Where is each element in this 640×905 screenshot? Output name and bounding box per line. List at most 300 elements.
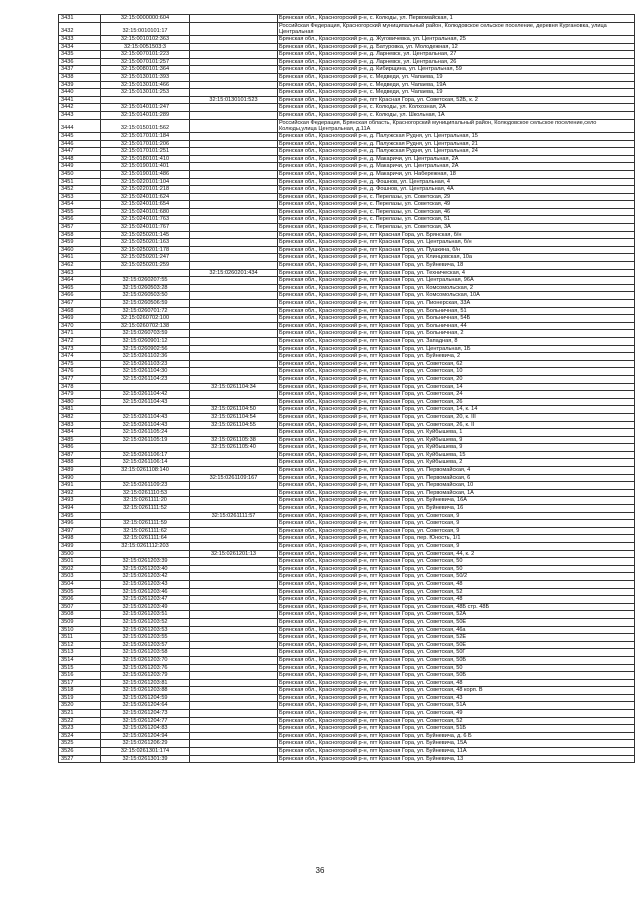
cadastral-number: 32:15:0261204:64 (122, 702, 168, 709)
table-row (59, 451, 635, 459)
row-number-cell (59, 81, 101, 89)
cadastral-number-secondary-cell (190, 36, 278, 44)
cadastral-number-cell (101, 155, 190, 163)
row-number-cell (59, 284, 101, 292)
row-number-cell (59, 626, 101, 634)
row-number: 3511 (61, 634, 74, 641)
address: Брянская обл., Красногорский р-н, с. Медведи, ул. Чапаева, 19 (279, 89, 443, 96)
row-number: 3476 (61, 368, 74, 375)
cadastral-number: 32:15:0250201:259 (120, 262, 170, 269)
address: Брянская обл., Красногорский р-н, пгт Красная Гора, ул. Буйневича, 16А (279, 497, 467, 504)
cadastral-number: 32:15:0261104:43 (122, 398, 168, 405)
cadastral-number-secondary-cell (190, 527, 278, 535)
address: Брянская обл., Красногорский р-н, д. Батуровка, ул. Молодежная, 12 (279, 43, 458, 50)
table-row (59, 429, 635, 437)
row-number: 3438 (61, 73, 74, 80)
row-number-cell (59, 368, 101, 376)
row-number-cell (59, 201, 101, 209)
address: Брянская обл., Красногорский р-н, пгт Красная Гора, ул. Советская, 20 (279, 375, 463, 382)
cadastral-number-secondary-cell (190, 732, 278, 740)
address-cell (278, 451, 635, 459)
row-number-cell (59, 679, 101, 687)
cadastral-number-secondary-cell (190, 383, 278, 391)
address: Брянская обл., Красногорский р-н, пгт Красная Гора, ул. Первомайская, 10 (279, 482, 474, 489)
table-row (59, 224, 635, 232)
address-cell (278, 664, 635, 672)
cadastral-number: 32:15:0150101:562 (120, 125, 170, 132)
address-cell (278, 170, 635, 178)
address: Брянская обл., Красногорский р-н, с. Перелазы, ул. Советская, 3А (279, 224, 451, 231)
address-cell (278, 224, 635, 232)
table-row (59, 58, 635, 66)
cadastral-number-cell (101, 626, 190, 634)
address-cell (278, 558, 635, 566)
row-number-cell (59, 193, 101, 201)
row-number: 3514 (61, 656, 74, 663)
row-number-cell (59, 413, 101, 421)
cadastral-number-secondary-cell (190, 66, 278, 74)
address-cell (278, 702, 635, 710)
row-number-cell (59, 178, 101, 186)
cadastral-number-secondary-cell (190, 140, 278, 148)
table-row (59, 208, 635, 216)
row-number-cell (59, 254, 101, 262)
cadastral-number: 32:15:0010101:17 (122, 28, 168, 35)
row-number-cell (59, 406, 101, 414)
row-number-cell (59, 104, 101, 112)
address: Брянская обл., Красногорский р-н, пгт Красная Гора, ул. Первомайская, 6 (279, 474, 471, 481)
cadastral-number-secondary: 32:15:0130101:523 (209, 96, 258, 103)
cadastral-number-cell (101, 421, 190, 429)
row-number-cell (59, 482, 101, 490)
cadastral-number-secondary-cell (190, 43, 278, 51)
table-row (59, 565, 635, 573)
address-cell (278, 360, 635, 368)
table-row (59, 755, 635, 763)
table-row (59, 687, 635, 695)
cadastral-number-cell (101, 649, 190, 657)
cadastral-number-secondary-cell (190, 216, 278, 224)
cadastral-number: 32:15:0260703:59 (122, 330, 168, 337)
row-number: 3521 (61, 710, 74, 717)
address: Брянская обл., Красногорский р-н, пгт Красная Гора, ул. Советская, 48Б стр. 48Б (279, 603, 490, 610)
table-row (59, 15, 635, 23)
cadastral-number-cell (101, 611, 190, 619)
address-cell (278, 186, 635, 194)
address: Брянская обл., Красногорский р-н, пгт Красная Гора, ул. Советская, 9 (279, 520, 460, 527)
cadastral-number-cell (101, 580, 190, 588)
address-cell (278, 96, 635, 104)
cadastral-number-cell (101, 755, 190, 763)
address-cell (278, 505, 635, 513)
cadastral-number: 32:15:0261104:43 (122, 413, 168, 420)
cadastral-number-cell (101, 58, 190, 66)
row-number: 3448 (61, 155, 74, 162)
address-cell (278, 527, 635, 535)
cadastral-number-cell (101, 717, 190, 725)
row-number: 3467 (61, 300, 74, 306)
address-cell (278, 421, 635, 429)
address: Брянская обл., Красногорский р-н, пгт Красная Гора, ул. Первомайская, 1А (279, 489, 474, 496)
cadastral-number: 32:15:0261203:52 (122, 618, 168, 625)
address: Брянская обл., Красногорский р-н, пгт Красная Гора, ул. Буйневича, 15А (279, 740, 467, 747)
address: Брянская обл., Красногорский р-н, пгт Красная Гора, ул. Советская, 52А (279, 611, 467, 618)
table-row (59, 413, 635, 421)
address: Брянская обл., Красногорский р-н, д. Ларневск, ул. Центральная, 27 (279, 51, 457, 58)
row-number-cell (59, 66, 101, 74)
cadastral-number-secondary-cell (190, 104, 278, 112)
cadastral-number-cell (101, 96, 190, 104)
row-number: 3460 (61, 246, 74, 253)
cadastral-number-cell (101, 22, 190, 35)
cadastral-number-secondary-cell (190, 155, 278, 163)
row-number: 3489 (61, 467, 74, 474)
cadastral-number-cell (101, 664, 190, 672)
cadastral-number-cell (101, 406, 190, 414)
cadastral-number-cell (101, 558, 190, 566)
table-row (59, 96, 635, 104)
row-number-cell (59, 596, 101, 604)
cadastral-number-cell (101, 186, 190, 194)
cadastral-number-secondary-cell (190, 239, 278, 247)
cadastral-number: 32:15:0261106:14 (122, 459, 168, 466)
cadastral-number-cell (101, 596, 190, 604)
cadastral-number-cell (101, 497, 190, 505)
row-number-cell (59, 170, 101, 178)
address-cell (278, 596, 635, 604)
address: Брянская обл., Красногорский р-н, д. Палужская Рудня, ул. Центральная, 15 (279, 132, 478, 139)
row-number-cell (59, 725, 101, 733)
cadastral-number-cell (101, 634, 190, 642)
cadastral-number-cell (101, 512, 190, 520)
table-row (59, 512, 635, 520)
address-cell (278, 163, 635, 171)
row-number-cell (59, 618, 101, 626)
row-number-cell (59, 239, 101, 247)
address-cell (278, 104, 635, 112)
address-cell (278, 292, 635, 300)
table-row (59, 292, 635, 300)
row-number-cell (59, 111, 101, 119)
cadastral-number-cell (101, 482, 190, 490)
cadastral-number-secondary-cell (190, 520, 278, 528)
table-row (59, 140, 635, 148)
row-number: 3433 (61, 36, 74, 42)
row-number: 3468 (61, 307, 74, 314)
cadastral-number-cell (101, 694, 190, 702)
address-cell (278, 239, 635, 247)
cadastral-number-secondary-cell (190, 573, 278, 581)
cadastral-number-cell (101, 535, 190, 543)
cadastral-number-secondary-cell (190, 345, 278, 353)
cadastral-number-secondary-cell (190, 436, 278, 444)
row-number: 3456 (61, 216, 74, 223)
table-row (59, 717, 635, 725)
cadastral-number-cell (101, 284, 190, 292)
row-number-cell (59, 353, 101, 361)
row-number: 3499 (61, 543, 74, 549)
row-number: 3508 (61, 611, 74, 618)
address: Брянская обл., Красногорский р-н, пгт Красная Гора, ул. Западная, 8 (279, 337, 458, 344)
cadastral-number-cell (101, 315, 190, 323)
cadastral-number-cell (101, 353, 190, 361)
row-number: 3458 (61, 231, 74, 238)
cadastral-number-cell (101, 119, 190, 132)
cadastral-number-secondary-cell (190, 565, 278, 573)
cadastral-number-secondary: 32:15:0261105:38 (211, 436, 256, 443)
table-row (59, 89, 635, 97)
table-row (59, 22, 635, 35)
table-row (59, 337, 635, 345)
address: Брянская обл., Красногорский р-н, пгт Красная Гора, ул. Советская, 51А (279, 702, 467, 709)
table-row (59, 193, 635, 201)
table-row (59, 482, 635, 490)
table-row (59, 315, 635, 323)
cadastral-number-cell (101, 375, 190, 383)
cadastral-number-secondary-cell (190, 375, 278, 383)
address: Брянская обл., Красногорский р-н, пгт Красная Гора, ул. Центральная, 1Б (279, 345, 471, 352)
table-row (59, 573, 635, 581)
table-row (59, 322, 635, 330)
row-number-cell (59, 702, 101, 710)
cadastral-number: 32:15:0261203:81 (122, 679, 168, 686)
table-row (59, 740, 635, 748)
table-row (59, 421, 635, 429)
address-cell (278, 345, 635, 353)
row-number-cell (59, 36, 101, 44)
row-number: 3453 (61, 193, 74, 200)
cadastral-number-cell (101, 208, 190, 216)
table-row (59, 672, 635, 680)
row-number-cell (59, 345, 101, 353)
address-cell (278, 201, 635, 209)
table-row (59, 104, 635, 112)
row-number: 3471 (61, 330, 74, 337)
address: Брянская обл., Красногорский р-н, д. Макаричи, ул. Центральная, 2А (279, 155, 459, 162)
row-number-cell (59, 96, 101, 104)
address: Брянская обл., Красногорский р-н, пгт Красная Гора, ул. Куйбышева, 15 (279, 451, 466, 458)
address: Брянская обл., Красногорский р-н, пгт Красная Гора, ул. Советская, 50 (279, 664, 463, 671)
row-number-cell (59, 535, 101, 543)
cadastral-number: 32:15:0261111:20 (123, 497, 167, 504)
cadastral-number-secondary-cell (190, 505, 278, 513)
address-cell (278, 436, 635, 444)
cadastral-number-secondary-cell (190, 119, 278, 132)
address: Брянская обл., Красногорский р-н, пгт Красная Гора, ул. Советская, 43 (279, 694, 463, 701)
row-number: 3465 (61, 284, 74, 291)
cadastral-number-cell (101, 436, 190, 444)
address-cell (278, 573, 635, 581)
row-number: 3469 (61, 315, 74, 322)
address-cell (278, 580, 635, 588)
address: Брянская обл., Красногорский р-н, д. Ларневск, ул. Центральная, 26 (279, 58, 457, 65)
row-number-cell (59, 527, 101, 535)
address: Брянская обл., Красногорский р-н, пгт Красная Гора, ул. Советская, 26 (279, 398, 463, 405)
row-number: 3447 (61, 148, 74, 155)
table-row (59, 277, 635, 285)
table-row (59, 360, 635, 368)
row-number: 3466 (61, 292, 74, 299)
cadastral-number: 32:15:0261204:77 (122, 717, 168, 724)
cadastral-number-secondary-cell (190, 231, 278, 239)
address-cell (278, 406, 635, 414)
address: Брянская обл., Красногорский р-н, пгт Красная Гора, ул. Брянская, б/н (279, 231, 462, 238)
cadastral-number-secondary-cell (190, 596, 278, 604)
cadastral-number-secondary-cell (190, 656, 278, 664)
cadastral-number-secondary-cell (190, 148, 278, 156)
cadastral-number-secondary-cell (190, 421, 278, 429)
cadastral-number: 32:15:0140101:289 (120, 111, 170, 118)
cadastral-number: 32:15:0130101:393 (120, 73, 170, 80)
table-row (59, 748, 635, 756)
table-row (59, 383, 635, 391)
table-row (59, 254, 635, 262)
cadastral-number-cell (101, 391, 190, 399)
address: Брянская обл., Красногорский р-н, пгт Красная Гора, ул. Техническая, 4 (279, 269, 465, 276)
cadastral-number-cell (101, 81, 190, 89)
address-cell (278, 208, 635, 216)
cadastral-number: 32:15:0130101:253 (120, 89, 170, 96)
cadastral-number-cell (101, 111, 190, 119)
row-number-cell (59, 163, 101, 171)
row-number-cell (59, 246, 101, 254)
address: Брянская обл., Красногорский р-н, пгт Красная Гора, ул. Советская, 24 (279, 391, 463, 398)
row-number: 3524 (61, 732, 74, 739)
address-cell (278, 520, 635, 528)
cadastral-number-secondary-cell (190, 580, 278, 588)
address: Брянская обл., Красногорский р-н, с. Перелазы, ул. Советская, 46 (279, 208, 451, 215)
table-row (59, 505, 635, 513)
address-cell (278, 22, 635, 35)
cadastral-number: 32:15:0261203:49 (122, 603, 168, 610)
cadastral-number-secondary-cell (190, 337, 278, 345)
address: Брянская обл., Красногорский р-н, пгт Красная Гора, ул. Советская, 46а (279, 626, 466, 633)
row-number-cell (59, 687, 101, 695)
row-number: 3477 (61, 375, 74, 382)
cadastral-number-secondary-cell (190, 89, 278, 97)
address: Брянская обл., Красногорский р-н, пгт Красная Гора, ул. Советская, 20, к. III (279, 413, 476, 420)
cadastral-number-cell (101, 262, 190, 270)
cadastral-number: 32:15:0140101:247 (120, 104, 170, 111)
row-number-cell (59, 262, 101, 270)
row-number-cell (59, 573, 101, 581)
address: Брянская обл., Красногорский р-н, д. Кибирщина, ул. Центральная, 59 (279, 66, 462, 73)
address-cell (278, 429, 635, 437)
row-number: 3497 (61, 527, 74, 534)
table-row (59, 725, 635, 733)
cadastral-number-cell (101, 163, 190, 171)
address: Брянская обл., Красногорский р-н, с. Колюды, ул. Первомайская, 1 (279, 15, 453, 21)
table-row (59, 269, 635, 277)
row-number: 3443 (61, 111, 74, 118)
address-cell (278, 755, 635, 763)
row-number-cell (59, 148, 101, 156)
row-number: 3519 (61, 694, 74, 701)
address: Брянская обл., Красногорский р-н, пгт Красная Гора, ул. Первомайская, 4 (279, 467, 471, 474)
address: Брянская обл., Красногорский р-н, пгт Красная Гора, ул. Советская, 49 (279, 710, 463, 717)
row-number-cell (59, 436, 101, 444)
address: Брянская обл., Красногорский р-н, пгт Красная Гора, ул. Советская, 62 (279, 360, 463, 367)
address-cell (278, 315, 635, 323)
row-number-cell (59, 429, 101, 437)
table-row (59, 467, 635, 475)
address: Брянская обл., Красногорский р-н, пгт Красная Гора, ул. Советская, 52 (279, 717, 463, 724)
cadastral-number-secondary-cell (190, 201, 278, 209)
cadastral-number-secondary-cell (190, 262, 278, 270)
cadastral-number-cell (101, 618, 190, 626)
address-cell (278, 694, 635, 702)
cadastral-number-secondary-cell (190, 748, 278, 756)
cadastral-number-cell (101, 148, 190, 156)
address: Брянская обл., Красногорский р-н, пгт Красная Гора, ул. Больничная, 44 (279, 322, 467, 329)
cadastral-number-secondary-cell (190, 588, 278, 596)
cadastral-number-cell (101, 36, 190, 44)
address-cell (278, 140, 635, 148)
address: Брянская обл., Красногорский р-н, пгт Красная Гора, ул. Буйневича, 13 (279, 755, 464, 762)
row-number-cell (59, 459, 101, 467)
table-row (59, 353, 635, 361)
cadastral-number: 32:15:0261204:73 (122, 710, 168, 717)
cadastral-number-cell (101, 73, 190, 81)
address: Брянская обл., Красногорский р-н, пгт Красная Гора, ул. Куйбышева, 1 (279, 429, 463, 436)
cadastral-number-secondary-cell (190, 413, 278, 421)
cadastral-number-secondary-cell (190, 360, 278, 368)
cadastral-number-secondary-cell (190, 535, 278, 543)
cadastral-number-cell (101, 543, 190, 551)
address-cell (278, 246, 635, 254)
cadastral-number-cell (101, 330, 190, 338)
cadastral-number-cell (101, 104, 190, 112)
cadastral-number: 32:15:0261301:39 (122, 755, 168, 762)
cadastral-number: 32:15:0261203:57 (122, 641, 168, 648)
address: Брянская обл., Красногорский р-н, пгт Красная Гора, ул. Буйневича, 16 (279, 505, 464, 512)
address-cell (278, 81, 635, 89)
table-row (59, 148, 635, 156)
table-row (59, 391, 635, 399)
cadastral-number-cell (101, 444, 190, 452)
address-cell (278, 368, 635, 376)
row-number-cell (59, 140, 101, 148)
address: Брянская обл., Красногорский р-н, пгт Красная Гора, ул. Советская, 48 (279, 596, 463, 603)
cadastral-number: 32:15:0240101:680 (120, 208, 170, 215)
address: Брянская обл., Красногорский р-н, пгт Красная Гора, ул. Советская, 52 (279, 588, 463, 595)
address-cell (278, 337, 635, 345)
address-cell (278, 330, 635, 338)
row-number: 3470 (61, 322, 74, 329)
cadastral-number-cell (101, 231, 190, 239)
address-cell (278, 119, 635, 132)
cadastral-number: 32:15:0261203:88 (122, 687, 168, 694)
row-number-cell (59, 375, 101, 383)
row-number: 3505 (61, 588, 74, 595)
cadastral-number-cell (101, 710, 190, 718)
cadastral-number-cell (101, 641, 190, 649)
table-row (59, 246, 635, 254)
cadastral-number-secondary-cell (190, 353, 278, 361)
row-number: 3509 (61, 618, 74, 625)
row-number: 3517 (61, 679, 74, 686)
row-number-cell (59, 398, 101, 406)
cadastral-number: 32:15:0261203:47 (122, 596, 168, 603)
row-number-cell (59, 224, 101, 232)
cadastral-number-cell (101, 588, 190, 596)
row-number: 3473 (61, 345, 74, 352)
cadastral-number-cell (101, 702, 190, 710)
address-cell (278, 710, 635, 718)
row-number: 3449 (61, 163, 74, 170)
row-number-cell (59, 649, 101, 657)
row-number-cell (59, 216, 101, 224)
